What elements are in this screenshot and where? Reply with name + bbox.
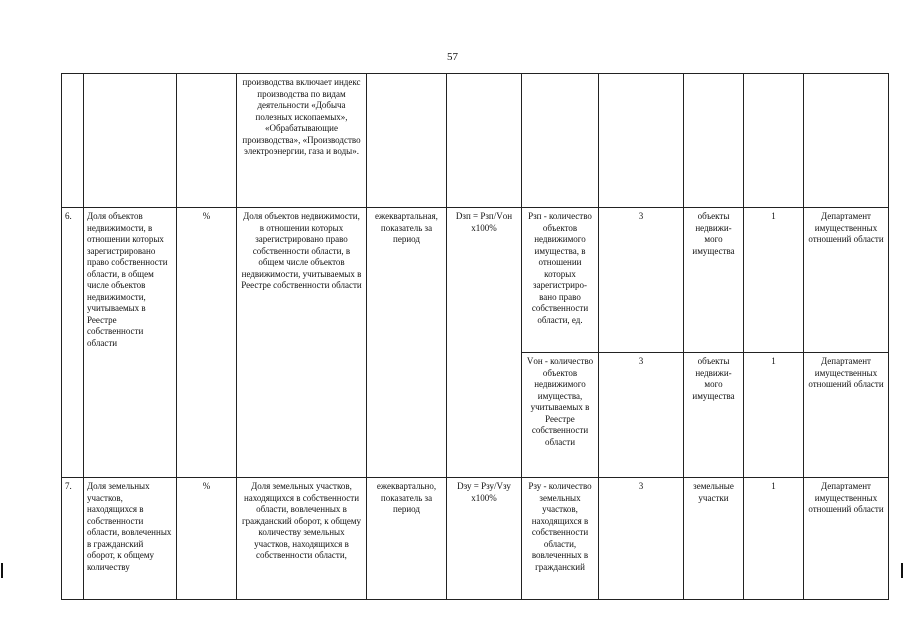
observation-unit — [684, 74, 744, 208]
indicator-definition: производства включает индекс производства по видам деятельности «Добыча полезных ископаемых», «Обрабатывающие производства», «Производство электроэнергии, газа и воды». — [237, 74, 367, 208]
observation-unit: объекты недвижи-мого имущества — [684, 353, 744, 478]
indicator-name — [84, 74, 177, 208]
collection-method: 3 — [599, 478, 684, 600]
data-source: 1 — [744, 208, 804, 353]
variable-description: Vон - количество объектов недвижимого имущества, учитываемых в Реестре собственности области — [522, 353, 599, 478]
table-row — [62, 208, 889, 353]
binding-mark-right — [901, 563, 903, 578]
formula-main: Dзу = Pзу/Vзу — [457, 481, 511, 491]
indicator-name: Доля земельных участков, находящихся в собственности области, вовлеченных в гражданский оборот, к общему количеству — [84, 478, 177, 600]
table-row — [62, 478, 889, 600]
responsible-body: Департамент имущественных отношений области — [804, 353, 889, 478]
indicator-unit: % — [177, 478, 237, 600]
indicator-definition: Доля объектов недвижимости, в отношении которых зарегистрировано право собственности области, в общем числе объектов недвижимости, учитываемых в Реестре собственности области — [237, 208, 367, 478]
collection-method: 3 — [599, 208, 684, 353]
formula — [447, 478, 522, 600]
data-source: 1 — [744, 478, 804, 600]
indicator-name: Доля объектов недвижимости, в отношении которых зарегистрировано право собственности области, в общем числе объектов недвижимости, учитываемых в Реестре собственности области — [84, 208, 177, 478]
collection-method: 3 — [599, 353, 684, 478]
formula-multiplier: x100% — [471, 222, 497, 233]
responsible-body — [804, 74, 889, 208]
data-source — [744, 74, 804, 208]
periodicity: ежеквартально, показатель за период — [367, 478, 447, 600]
formula-main: Dзп = Pзп/Vон — [455, 211, 513, 221]
formula-multiplier: x100% — [471, 492, 497, 503]
indicators-table — [61, 73, 889, 600]
variable-description: Pзп - количество объектов недвижимого имущества, в отношении которых зарегистриро-вано право собственности области, ед. — [522, 208, 599, 353]
row-number — [62, 74, 84, 208]
indicator-unit: % — [177, 208, 237, 478]
indicator-definition: Доля земельных участков, находящихся в собственности области, вовлеченных в гражданский оборот, к общему количеству земельных участков, находящихся в собственности области, — [237, 478, 367, 600]
table-row — [62, 74, 889, 208]
variable-description — [522, 74, 599, 208]
collection-method — [599, 74, 684, 208]
page-number: 57 — [447, 51, 458, 63]
binding-mark-left — [1, 563, 3, 578]
responsible-body: Департамент имущественных отношений области — [804, 208, 889, 353]
periodicity — [367, 74, 447, 208]
formula — [447, 74, 522, 208]
variable-description: Pзу - количество земельных участков, находящихся в собственности области, вовлеченных в гражданский — [522, 478, 599, 600]
observation-unit: объекты недвижи-мого имущества — [684, 208, 744, 353]
observation-unit: земельные участки — [684, 478, 744, 600]
row-number: 7. — [62, 478, 84, 600]
responsible-body: Департамент имущественных отношений области — [804, 478, 889, 600]
data-source: 1 — [744, 353, 804, 478]
indicator-unit — [177, 74, 237, 208]
formula — [447, 208, 522, 478]
periodicity: ежеквартальная, показатель за период — [367, 208, 447, 478]
row-number: 6. — [62, 208, 84, 478]
